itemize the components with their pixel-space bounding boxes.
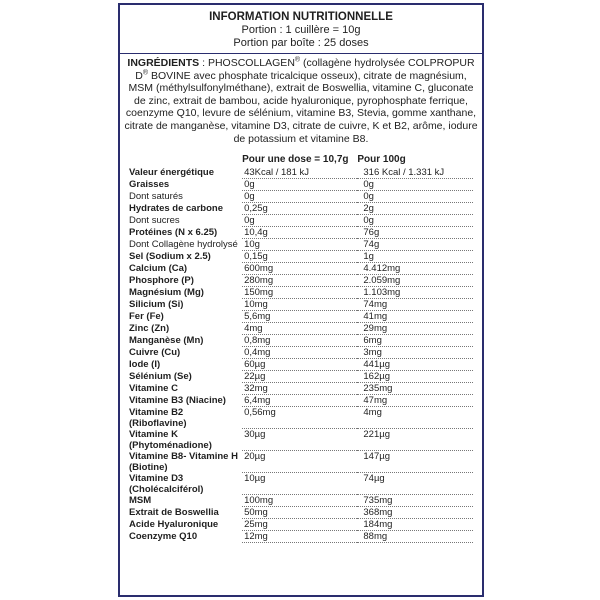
table-row bbox=[129, 227, 473, 239]
dose-value: 0,4mg bbox=[242, 347, 357, 359]
table-row bbox=[129, 335, 473, 347]
table-row bbox=[129, 495, 473, 507]
dose-value: 0,56mg bbox=[242, 407, 357, 429]
per100-value: 41mg bbox=[357, 311, 473, 323]
dose-value: 600mg bbox=[242, 263, 357, 275]
table-row bbox=[129, 299, 473, 311]
per100-value: 88mg bbox=[357, 531, 473, 543]
dose-value: 10g bbox=[242, 239, 357, 251]
table-row bbox=[129, 407, 473, 429]
dose-value: 20µg bbox=[242, 451, 357, 473]
dose-value: 5,6mg bbox=[242, 311, 357, 323]
dose-value: 0,8mg bbox=[242, 335, 357, 347]
nutrient-name: MSM bbox=[129, 494, 152, 506]
dose-value: 32mg bbox=[242, 383, 357, 395]
nutrient-name: Vitamine B3 (Niacine) bbox=[129, 394, 226, 406]
nutrient-name: Graisses bbox=[129, 178, 170, 190]
per100-value: 735mg bbox=[357, 495, 473, 507]
nutrient-name: Vitamine D3 (Cholécalciférol) bbox=[129, 472, 204, 495]
table-row bbox=[129, 519, 473, 531]
nutrient-name: Vitamine B2 (Riboflavine) bbox=[129, 406, 187, 429]
nutrient-name: Silicium (Si) bbox=[129, 298, 184, 310]
nutrient-name: Acide Hyaluronique bbox=[129, 518, 219, 530]
dose-value: 0,15g bbox=[242, 251, 357, 263]
name-column-header bbox=[129, 153, 242, 167]
dose-value: 30µg bbox=[242, 429, 357, 451]
per100-value: 29mg bbox=[357, 323, 473, 335]
per100-value: 4.412mg bbox=[357, 263, 473, 275]
table-row bbox=[129, 179, 473, 191]
ingredients-text: INGRÉDIENTS : PHOSCOLLAGEN® (collagène hydrolysée COLPROPUR D® BOVINE avec phosphate tricalcique osseux), citrate de magnésium, MSM (méthylsulfonylméthane), extrait de Boswellia, vitamine C, gluconate de zinc, extrait de bambou, acide hyaluronique, pyrophosphate ferrique, coenzyme Q10, levure de sélénium, vitamine B3, Stevia, gomme xanthane, citrate de manganèse, vitamine D3, citrate de cuivre, K et B2, arôme, iodure de potassium et vitamine B8. bbox=[124, 56, 478, 145]
nutrient-name: Extrait de Boswellia bbox=[129, 506, 219, 518]
per100-value: 162µg bbox=[357, 371, 473, 383]
table-row bbox=[129, 191, 473, 203]
per100-value: 76g bbox=[357, 227, 473, 239]
per100-value: 0g bbox=[357, 215, 473, 227]
per100-value: 441µg bbox=[357, 359, 473, 371]
table-row bbox=[129, 251, 473, 263]
dose-value: 10µg bbox=[242, 473, 357, 495]
table-row bbox=[129, 507, 473, 519]
table-row bbox=[129, 275, 473, 287]
nutrient-name: Zinc (Zn) bbox=[129, 322, 170, 334]
nutrient-name: Vitamine C bbox=[129, 382, 178, 394]
nutrient-name: Vitamine B8- Vitamine H (Biotine) bbox=[129, 450, 238, 473]
ingredients-part2: BOVINE avec phosphate tricalcique osseux), citrate de magnésium, MSM (méthylsulfonylméthane), extrait de Boswellia, vitamine C, gluconate de zinc, extrait de bambou, acide hyaluronique, pyrophosphate ferrique, coenzyme Q10, levure de sélénium, vitamine B3, Stevia, gomme xanthane, citrate de manganèse, vitamine D3, citrate de cuivre, K et B2, arôme, iodure de potassium et vitamine B8. bbox=[124, 69, 478, 145]
per100-value: 6mg bbox=[357, 335, 473, 347]
per100-value: 0g bbox=[357, 191, 473, 203]
nutrient-name: Phosphore (P) bbox=[129, 274, 194, 286]
per100-column-header: Pour 100g bbox=[357, 153, 406, 165]
nutrient-name: Dont sucres bbox=[129, 214, 180, 226]
nutrient-name: Magnésium (Mg) bbox=[129, 286, 204, 298]
per100-value: 74mg bbox=[357, 299, 473, 311]
table-row bbox=[129, 429, 473, 451]
nutrient-name: Dont saturés bbox=[129, 190, 183, 202]
registered-mark: ® bbox=[294, 56, 301, 64]
dose-value: 10mg bbox=[242, 299, 357, 311]
nutrient-name: Fer (Fe) bbox=[129, 310, 164, 322]
table-row bbox=[129, 473, 473, 495]
ingredients-brand: PHOSCOLLAGEN bbox=[207, 57, 295, 69]
dose-value: 50mg bbox=[242, 507, 357, 519]
per100-value: 47mg bbox=[357, 395, 473, 407]
per100-value: 2g bbox=[357, 203, 473, 215]
table-row bbox=[129, 239, 473, 251]
nutrient-name: Iode (I) bbox=[129, 358, 161, 370]
ingredients-label: INGRÉDIENTS bbox=[127, 57, 200, 69]
table-row bbox=[129, 371, 473, 383]
dose-value: 25mg bbox=[242, 519, 357, 531]
nutrient-name: Sélénium (Se) bbox=[129, 370, 192, 382]
table-row bbox=[129, 395, 473, 407]
dose-value: 0g bbox=[242, 215, 357, 227]
dose-value: 60µg bbox=[242, 359, 357, 371]
table-row bbox=[129, 323, 473, 335]
dose-value: 0g bbox=[242, 179, 357, 191]
dose-column-header: Pour une dose = 10,7g bbox=[242, 153, 349, 165]
nutrient-name: Hydrates de carbone bbox=[129, 202, 223, 214]
nutrient-name: Sel (Sodium x 2.5) bbox=[129, 250, 211, 262]
table-row bbox=[129, 263, 473, 275]
per100-value: 74g bbox=[357, 239, 473, 251]
nutrient-name: Coenzyme Q10 bbox=[129, 530, 198, 542]
table-row bbox=[129, 383, 473, 395]
table-row bbox=[129, 347, 473, 359]
nutrient-name: Vitamine K (Phytoménadione) bbox=[129, 428, 212, 451]
label-header bbox=[120, 5, 482, 50]
table-row bbox=[129, 451, 473, 473]
per100-value: 184mg bbox=[357, 519, 473, 531]
dose-value: 100mg bbox=[242, 495, 357, 507]
per100-value: 221µg bbox=[357, 429, 473, 451]
per100-value: 3mg bbox=[357, 347, 473, 359]
dose-value: 22µg bbox=[242, 371, 357, 383]
dose-value: 150mg bbox=[242, 287, 357, 299]
portions-per-box: Portion par boîte : 25 doses bbox=[233, 37, 369, 49]
label-title: INFORMATION NUTRITIONNELLE bbox=[209, 11, 393, 23]
table-row bbox=[129, 287, 473, 299]
per100-value: 316 Kcal / 1.331 kJ bbox=[357, 167, 473, 179]
nutrient-name: Protéines (N x 6.25) bbox=[129, 226, 218, 238]
table-row bbox=[129, 311, 473, 323]
per100-value: 147µg bbox=[357, 451, 473, 473]
per100-value: 368mg bbox=[357, 507, 473, 519]
per100-value: 235mg bbox=[357, 383, 473, 395]
dose-value: 43Kcal / 181 kJ bbox=[242, 167, 357, 179]
dose-value: 4mg bbox=[242, 323, 357, 335]
dose-value: 12mg bbox=[242, 531, 357, 543]
per100-value: 74µg bbox=[357, 473, 473, 495]
nutrient-name: Dont Collagène hydrolysé bbox=[129, 238, 238, 250]
table-row bbox=[129, 215, 473, 227]
dose-value: 6,4mg bbox=[242, 395, 357, 407]
nutrition-label bbox=[118, 3, 484, 597]
dose-value: 0,25g bbox=[242, 203, 357, 215]
ingredients-part1: (collagène hydrolysée COLPROPUR D bbox=[135, 57, 475, 82]
table-row bbox=[129, 167, 473, 179]
dose-value: 0g bbox=[242, 191, 357, 203]
per100-value: 4mg bbox=[357, 407, 473, 429]
nutrient-name: Cuivre (Cu) bbox=[129, 346, 181, 358]
per100-value: 1g bbox=[357, 251, 473, 263]
table-row bbox=[129, 531, 473, 543]
dose-value: 280mg bbox=[242, 275, 357, 287]
table-row bbox=[129, 359, 473, 371]
per100-value: 2.059mg bbox=[357, 275, 473, 287]
nutrient-name: Valeur énergétique bbox=[129, 167, 215, 178]
nutrition-table bbox=[129, 153, 473, 543]
portion-size: Portion : 1 cuillère = 10g bbox=[241, 24, 361, 36]
registered-mark: ® bbox=[142, 69, 149, 77]
table-row bbox=[129, 203, 473, 215]
nutrient-name: Calcium (Ca) bbox=[129, 262, 188, 274]
nutrient-name: Manganèse (Mn) bbox=[129, 334, 204, 346]
nutrition-rows bbox=[129, 167, 473, 543]
per100-value: 0g bbox=[357, 179, 473, 191]
per100-value: 1.103mg bbox=[357, 287, 473, 299]
dose-value: 10,4g bbox=[242, 227, 357, 239]
